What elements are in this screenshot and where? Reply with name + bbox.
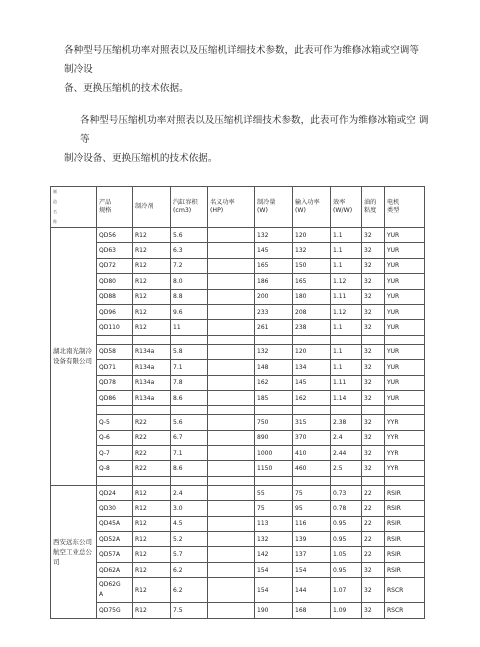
table-cell: 4.5 — [171, 516, 208, 531]
table-cell: 5.2 — [171, 532, 208, 547]
intro-paragraph — [64, 41, 424, 98]
table-cell: 370 — [293, 430, 331, 445]
table-cell — [331, 406, 362, 415]
table-cell: 120 — [293, 228, 331, 243]
table-cell: QD57A — [97, 547, 133, 562]
table-cell — [385, 406, 425, 415]
table-cell: 0.78 — [331, 501, 362, 516]
table-cell — [133, 335, 171, 344]
table-cell: 1.1 — [331, 228, 362, 243]
table-cell: 165 — [255, 258, 293, 273]
table-cell — [208, 360, 255, 375]
table-row — [51, 258, 425, 273]
table-cell — [362, 335, 385, 344]
table-cell — [362, 476, 385, 485]
table-row — [51, 390, 425, 405]
table-cell: R12 — [133, 532, 171, 547]
table-cell: 2.4 — [331, 430, 362, 445]
table-cell: 190 — [255, 603, 293, 618]
table-cell: 165 — [293, 274, 331, 289]
table-cell: R12 — [133, 562, 171, 577]
table-cell: YUR — [385, 344, 425, 359]
table-row — [51, 228, 425, 243]
table-cell — [208, 320, 255, 335]
table-cell: R12 — [133, 228, 171, 243]
manufacturer-xian: 西安远东公司航空工业总公司 — [51, 485, 97, 618]
table-cell: 200 — [255, 289, 293, 304]
table-cell — [97, 476, 133, 485]
table-cell: YYR — [385, 461, 425, 476]
table-cell: YUR — [385, 228, 425, 243]
table-cell: 1.11 — [331, 289, 362, 304]
table-cell — [208, 603, 255, 618]
table-cell: 1.1 — [331, 320, 362, 335]
table-cell — [97, 335, 133, 344]
table-cell: 233 — [255, 304, 293, 319]
table-cell: 1.1 — [331, 344, 362, 359]
table-cell: RSIR — [385, 516, 425, 531]
table-cell: 134 — [293, 360, 331, 375]
table-cell: R12 — [133, 258, 171, 273]
table-cell: 7.1 — [171, 360, 208, 375]
table-cell: Q-5 — [97, 415, 133, 430]
table-cell: 32 — [362, 289, 385, 304]
table-cell: YUR — [385, 360, 425, 375]
table-cell: 1.05 — [331, 547, 362, 562]
table-cell: 2.38 — [331, 415, 362, 430]
table-cell: 32 — [362, 603, 385, 618]
table-cell: R12 — [133, 304, 171, 319]
table-cell: 32 — [362, 461, 385, 476]
table-cell: 75 — [255, 501, 293, 516]
table-cell: 5.6 — [171, 415, 208, 430]
table-cell: R22 — [133, 430, 171, 445]
table-cell: 0.95 — [331, 562, 362, 577]
table-cell: 261 — [255, 320, 293, 335]
table-cell: R22 — [133, 461, 171, 476]
table-cell: 116 — [293, 516, 331, 531]
table-cell: QD86 — [97, 390, 133, 405]
table-cell — [208, 547, 255, 562]
table-cell: 1.1 — [331, 243, 362, 258]
table-row — [51, 304, 425, 319]
table-row — [51, 430, 425, 445]
table-row — [51, 274, 425, 289]
table-cell: 22 — [362, 485, 385, 500]
table-cell: Q-7 — [97, 446, 133, 461]
table-cell: 890 — [255, 430, 293, 445]
table-cell: 6.3 — [171, 243, 208, 258]
table-header-row — [51, 187, 425, 228]
table-cell: 1150 — [255, 461, 293, 476]
table-row — [51, 547, 425, 562]
table-cell: 11 — [171, 320, 208, 335]
table-cell — [255, 476, 293, 485]
table-cell: 32 — [362, 390, 385, 405]
model-header: 产品 规格 — [97, 187, 133, 228]
table-cell: 1.14 — [331, 390, 362, 405]
table-cell — [293, 476, 331, 485]
table-cell: QD62G A — [97, 578, 133, 603]
table-cell: 8.6 — [171, 461, 208, 476]
input-power-header: 输入功率 (W) — [293, 187, 331, 228]
table-cell: RSIR — [385, 547, 425, 562]
table-cell: YUR — [385, 320, 425, 335]
table-cell — [331, 476, 362, 485]
table-cell: R134a — [133, 344, 171, 359]
table-cell — [208, 476, 255, 485]
table-cell: 32 — [362, 430, 385, 445]
table-cell: R22 — [133, 415, 171, 430]
table-row — [51, 485, 425, 500]
table-spacer-row — [51, 335, 425, 344]
table-cell: 55 — [255, 485, 293, 500]
table-cell: 180 — [293, 289, 331, 304]
table-cell: 2.5 — [331, 461, 362, 476]
table-row — [51, 516, 425, 531]
table-cell: 113 — [255, 516, 293, 531]
table-cell: 75 — [293, 485, 331, 500]
table-row — [51, 243, 425, 258]
table-cell: 6.2 — [171, 578, 208, 603]
table-cell: 9.6 — [171, 304, 208, 319]
table-spacer-row — [51, 406, 425, 415]
table-cell: QD88 — [97, 289, 133, 304]
table-cell: 185 — [255, 390, 293, 405]
table-cell: 22 — [362, 547, 385, 562]
table-cell: Q-8 — [97, 461, 133, 476]
table-cell: 1000 — [255, 446, 293, 461]
capacity-header: 制冷量 (W) — [255, 187, 293, 228]
table-row — [51, 461, 425, 476]
table-cell: 238 — [293, 320, 331, 335]
table-cell: R12 — [133, 578, 171, 603]
table-cell: 7.2 — [171, 258, 208, 273]
table-cell — [293, 406, 331, 415]
table-cell: 186 — [255, 274, 293, 289]
table-cell: QD80 — [97, 274, 133, 289]
table-cell: Q-6 — [97, 430, 133, 445]
table-cell: QD58 — [97, 344, 133, 359]
table-cell: 32 — [362, 344, 385, 359]
table-cell: QD71 — [97, 360, 133, 375]
table-cell — [208, 485, 255, 500]
table-cell: R12 — [133, 485, 171, 500]
table-row — [51, 415, 425, 430]
table-cell — [133, 406, 171, 415]
table-cell — [208, 532, 255, 547]
table-cell: 460 — [293, 461, 331, 476]
table-cell: YUR — [385, 243, 425, 258]
table-cell — [171, 406, 208, 415]
table-row — [51, 501, 425, 516]
table-cell: 5.8 — [171, 344, 208, 359]
compressor-spec-table — [50, 186, 424, 619]
table-cell: YUR — [385, 304, 425, 319]
table-cell: 162 — [293, 390, 331, 405]
table-spacer-row — [51, 476, 425, 485]
table-cell: 0.95 — [331, 532, 362, 547]
oil-header: 油的 粘度 — [362, 187, 385, 228]
table-cell — [208, 228, 255, 243]
table-cell: YUR — [385, 289, 425, 304]
table-cell: YUR — [385, 390, 425, 405]
table-cell: QD56 — [97, 228, 133, 243]
manufacturer-hubei: 湖北南光制冷设备有限公司 — [51, 228, 97, 486]
intro-paragraph-repeat — [64, 111, 430, 168]
intro-line-1: 各种型号压缩机功率对照表以及压缩机详细技术参数，此表可作为维修冰箱或空调等 制冷设 — [64, 45, 419, 75]
table-cell: 8.0 — [171, 274, 208, 289]
table-cell: 154 — [255, 562, 293, 577]
table-cell — [385, 335, 425, 344]
table-cell — [208, 461, 255, 476]
efficiency-header: 效率 (W/W) — [331, 187, 362, 228]
table-cell — [208, 375, 255, 390]
table-cell: 95 — [293, 501, 331, 516]
table-cell — [208, 430, 255, 445]
table-cell — [208, 274, 255, 289]
table-cell: QD110 — [97, 320, 133, 335]
table-cell — [171, 476, 208, 485]
table-cell: 315 — [293, 415, 331, 430]
table-cell — [97, 406, 133, 415]
table-cell: 7.8 — [171, 375, 208, 390]
table-cell: 137 — [293, 547, 331, 562]
table-cell: RSIR — [385, 562, 425, 577]
table-row — [51, 578, 425, 603]
table-cell — [208, 335, 255, 344]
table-cell: 6.2 — [171, 562, 208, 577]
table-cell: R12 — [133, 516, 171, 531]
table-cell: 2.4 — [171, 485, 208, 500]
table-cell — [208, 501, 255, 516]
table-cell: R12 — [133, 547, 171, 562]
table-cell: QD78 — [97, 375, 133, 390]
table-cell: 750 — [255, 415, 293, 430]
table-cell — [208, 304, 255, 319]
displacement-header: 汽缸容积 (cm3) — [171, 187, 208, 228]
table-cell: 208 — [293, 304, 331, 319]
table-cell: R12 — [133, 274, 171, 289]
table-cell — [331, 335, 362, 344]
table-cell — [208, 446, 255, 461]
table-cell: 7.5 — [171, 603, 208, 618]
table-cell: R134a — [133, 390, 171, 405]
table-cell: R12 — [133, 501, 171, 516]
table-cell: 132 — [255, 344, 293, 359]
table-cell: 154 — [293, 562, 331, 577]
table-cell: QD75G — [97, 603, 133, 618]
table-cell — [208, 516, 255, 531]
table-cell: R134a — [133, 375, 171, 390]
table-cell: 22 — [362, 501, 385, 516]
table-cell: R12 — [133, 320, 171, 335]
table-cell: 32 — [362, 228, 385, 243]
table-cell: 1.11 — [331, 375, 362, 390]
table-cell: 32 — [362, 415, 385, 430]
table-cell: 7.1 — [171, 446, 208, 461]
table-cell: 144 — [293, 578, 331, 603]
table-cell: 1.1 — [331, 258, 362, 273]
table-cell: YUR — [385, 274, 425, 289]
table-cell: RSCR — [385, 578, 425, 603]
table-cell: YUR — [385, 258, 425, 273]
table-cell: 410 — [293, 446, 331, 461]
table-cell: 132 — [255, 228, 293, 243]
table-body — [51, 228, 425, 619]
table-cell: R12 — [133, 243, 171, 258]
table-cell: 150 — [293, 258, 331, 273]
table-row — [51, 344, 425, 359]
table-cell: 145 — [293, 375, 331, 390]
table-row — [51, 320, 425, 335]
table-cell — [208, 243, 255, 258]
table-cell — [208, 415, 255, 430]
table-cell: 162 — [255, 375, 293, 390]
table-cell: 142 — [255, 547, 293, 562]
table-cell: QD72 — [97, 258, 133, 273]
table-cell: 1.09 — [331, 603, 362, 618]
table-cell: RSIR — [385, 501, 425, 516]
table-cell — [208, 289, 255, 304]
table-cell: QD24 — [97, 485, 133, 500]
table-cell: 0.73 — [331, 485, 362, 500]
table-cell: 8.6 — [171, 390, 208, 405]
table-row — [51, 360, 425, 375]
table-cell: QD63 — [97, 243, 133, 258]
table-cell: YYR — [385, 415, 425, 430]
table-cell: 32 — [362, 360, 385, 375]
table-cell: 32 — [362, 304, 385, 319]
intro-line-2: 备、更换压缩机的技术依据。 — [64, 83, 189, 94]
table-row — [51, 375, 425, 390]
table-cell: 1.1 — [331, 360, 362, 375]
table-cell — [133, 476, 171, 485]
table-cell: QD30 — [97, 501, 133, 516]
table-cell: QD96 — [97, 304, 133, 319]
table-cell — [208, 578, 255, 603]
table-cell: 32 — [362, 243, 385, 258]
refrigerant-header: 制冷剂 — [133, 187, 171, 228]
table-row — [51, 603, 425, 618]
table-cell — [362, 406, 385, 415]
table-cell: 2.44 — [331, 446, 362, 461]
table-cell: RSIR — [385, 485, 425, 500]
table-cell: QD52A — [97, 532, 133, 547]
table-cell — [255, 335, 293, 344]
table-cell: R12 — [133, 603, 171, 618]
table-cell: 32 — [362, 446, 385, 461]
table-cell: 139 — [293, 532, 331, 547]
table-cell: 32 — [362, 562, 385, 577]
table-cell: 1.12 — [331, 274, 362, 289]
table-cell: 32 — [362, 258, 385, 273]
table-cell — [208, 390, 255, 405]
table-cell — [255, 406, 293, 415]
table-cell — [385, 476, 425, 485]
table-cell — [208, 406, 255, 415]
table-cell: 148 — [255, 360, 293, 375]
table-cell: 145 — [255, 243, 293, 258]
table-row — [51, 532, 425, 547]
table-cell: 6.7 — [171, 430, 208, 445]
table-cell: YYR — [385, 446, 425, 461]
table-cell: QD45A — [97, 516, 133, 531]
manufacturer-corner-header: 制 造 名 称 — [51, 187, 97, 228]
table-cell: R12 — [133, 289, 171, 304]
table-cell: 32 — [362, 274, 385, 289]
table-row — [51, 289, 425, 304]
table-cell: 0.95 — [331, 516, 362, 531]
table-cell: YUR — [385, 375, 425, 390]
table-cell: R134a — [133, 360, 171, 375]
table-cell: 132 — [255, 532, 293, 547]
intro-repeat-line-2: 制冷设备、更换压缩机的技术依据。 — [64, 153, 218, 164]
table-cell: 32 — [362, 320, 385, 335]
table-cell — [208, 562, 255, 577]
table-cell: 132 — [293, 243, 331, 258]
table-row — [51, 562, 425, 577]
table-cell: 5.7 — [171, 547, 208, 562]
table-cell: 8.8 — [171, 289, 208, 304]
intro-repeat-line-1: 各种型号压缩机功率对照表以及压缩机详细技术参数，此表可作为维修冰箱或空 调等 — [80, 115, 429, 145]
table-cell: QD62A — [97, 562, 133, 577]
motor-header: 电机 类型 — [385, 187, 425, 228]
table-cell: R22 — [133, 446, 171, 461]
table-cell — [208, 258, 255, 273]
table-cell: 32 — [362, 578, 385, 603]
table-cell — [208, 344, 255, 359]
table-cell: 22 — [362, 516, 385, 531]
table-cell: 120 — [293, 344, 331, 359]
table-cell — [293, 335, 331, 344]
table-cell: 3.0 — [171, 501, 208, 516]
table-cell — [171, 335, 208, 344]
table-cell: 22 — [362, 532, 385, 547]
table-cell: 32 — [362, 375, 385, 390]
table-cell: 1.12 — [331, 304, 362, 319]
table-row — [51, 446, 425, 461]
nominal-power-header: 名义功率 (HP) — [208, 187, 255, 228]
table-cell: 168 — [293, 603, 331, 618]
table-cell: RSIR — [385, 532, 425, 547]
table-cell: RSCR — [385, 603, 425, 618]
table-cell: 1.07 — [331, 578, 362, 603]
table-cell: 5.6 — [171, 228, 208, 243]
table-cell: 154 — [255, 578, 293, 603]
table-cell: YYR — [385, 430, 425, 445]
